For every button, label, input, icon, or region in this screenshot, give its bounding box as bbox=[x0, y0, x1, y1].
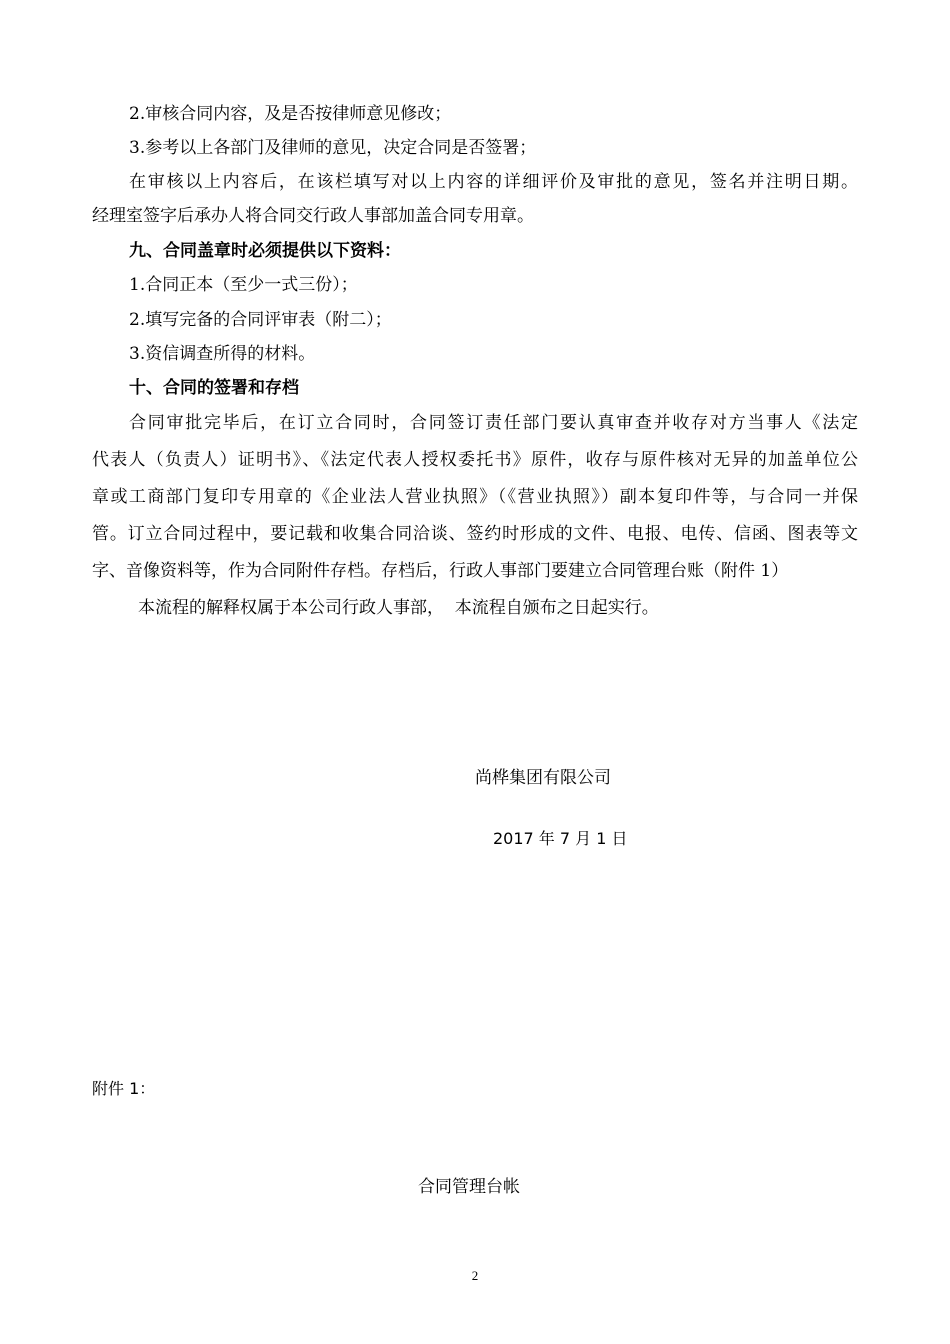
section-9-item-2: 2.填写完备的合同评审表（附二）； bbox=[129, 310, 392, 330]
section-9-heading: 九、合同盖章时必须提供以下资料： bbox=[129, 241, 401, 261]
section-10-line-5: 字、音像资料等，作为合同附件存档。存档后，行政人事部门要建立合同管理台账（附件 1） bbox=[92, 561, 789, 581]
review-item-2: 2.审核合同内容，及是否按律师意见修改； bbox=[129, 104, 452, 124]
page-number: 2 bbox=[471, 1268, 479, 1283]
review-note-line-1: 在审核以上内容后，在该栏填写对以上内容的详细评价及审批的意见，签名并注明日期。 bbox=[129, 172, 858, 192]
section-9-item-1: 1.合同正本（至少一式三份）； bbox=[129, 275, 358, 295]
review-item-3: 3.参考以上各部门及律师的意见，决定合同是否签署； bbox=[129, 138, 537, 158]
section-10-line-3: 章或工商部门复印专用章的《企业法人营业执照》（《营业执照》）副本复印件等，与合同一并保 bbox=[92, 487, 858, 507]
section-10-line-1: 合同审批完毕后，在订立合同时，合同签订责任部门要认真审查并收存对方当事人《法定 bbox=[129, 413, 858, 433]
section-10-heading: 十、合同的签署和存档 bbox=[129, 378, 299, 398]
signature-company: 尚桦集团有限公司 bbox=[475, 768, 611, 788]
section-10-line-2: 代表人（负责人）证明书》、《法定代表人授权委托书》原件，收存与原件核对无异的加盖单位公 bbox=[92, 450, 858, 470]
attachment-label: 附件 1： bbox=[92, 1079, 156, 1098]
interpretation-statement: 本流程的解释权属于本公司行政人事部， 本流程自颁布之日起实行。 bbox=[138, 598, 659, 618]
section-10-line-4: 管。订立合同过程中，要记载和收集合同洽谈、签约时形成的文件、电报、电传、信函、图表等文 bbox=[92, 524, 858, 544]
signature-date: 2017 年 7 月 1 日 bbox=[493, 829, 628, 848]
attachment-title: 合同管理台帐 bbox=[418, 1177, 520, 1197]
section-9-item-3: 3.资信调查所得的材料。 bbox=[129, 344, 316, 364]
review-note-line-2: 经理室签字后承办人将合同交行政人事部加盖合同专用章。 bbox=[92, 206, 534, 226]
